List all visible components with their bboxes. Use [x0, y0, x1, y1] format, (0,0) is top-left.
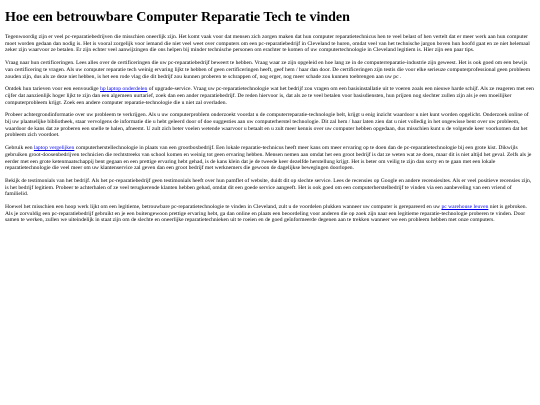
- paragraph: [5, 178, 535, 198]
- paragraph: [5, 145, 535, 172]
- paragraph: [5, 34, 535, 54]
- inline-link[interactable]: hp laptop onderdelen: [100, 86, 148, 93]
- paragraph-text: Probeer achtergrondinformatie over uw probleem te verkrijgen. Als u uw computerproblem onderzoekt voordat u de computerreparatie-technologie belt, krijgt u enig inzicht waardoor u niet kunt worden opgelicht. Onderzoek online of bij uw plaatselijke bibliotheek, staar vervolgens de informatie die u hebt geleerd door of doe suggesties aan uw computerherstel technologie. Dit zal hem / haar laten zien dat u niet volledig in het ongewisse bent over uw probleem, waardoor de kans dat ze proberen een snelle te halen, afneemt. U zult zich beter voelen wetende waarvoor u betaalt en u zult meer kennis over uw computer hebben opgedaan, dus misschien kunt u de volgende keer voorkomen dat het probleem zich voordoet.: [5, 112, 529, 139]
- inline-link[interactable]: pc warehouse leuven: [441, 204, 489, 211]
- page-title: Hoe een betrouwbare Computer Reparatie Tech te vinden: [5, 10, 350, 25]
- paragraph: [5, 112, 535, 139]
- paragraph: [5, 204, 535, 224]
- paragraph: [5, 86, 535, 106]
- paragraph-text: Tegenwoordig zijn er veel pc-reparatiebedrijven die misschien oneerlijk zijn. Het komt vaak voor dat mensen zich zorgen maken dat hun computer reparatietechnicus hen te veel belast of hen vertelt dat er meer werk aan hun computer moet worden gedaan dan nodig is. Het is vooral zorgelijk voor iemand die niet veel weet over computers om een pc-reparatiebedrijf in Cleveland te huren, omdat veel van het technische jargon boven hun hoofd gaat en ze niet helemaal zeker zijn waarvoor ze betalen. Er zijn echter veel aanwijzingen die ons helpen bij minder technische personen om erachter te komen of uw computertechnologie in Cleveland legitiem is. Hier zijn een paar tips.: [5, 34, 530, 54]
- paragraph-text: computerherstellechnologie in plaats van een grootboxbedrijf. Een lokale reparatie-technicus heeft meer kans om meer ervaring op te doen dan de pc-reparatietechnologie bij een grote kist. Dikwijls gebruiken groot-doosenbedrijven technicien die rechtstreeks van school komen en weinig tot geen ervaring hebben. Mensen nemen aan omdat het een groot bedrijf is dat ze weten wat ze doen, maar dit is niet altijd het geval. Zelfs als je eerder met een grote ketenmaatschappij bent gegaan en een prettige ervaring hebt gehad, is de kans klein dat je de tweede keer dezelfde herstellung krijgt. Het is beter om veilig te zijn dan sorry en te gaan met een lokale reparatietechnologie die veel meer om uw klantenservice zal geven dan een groot bedrijf met werknemers die gewoon de dagelijkse bewegingen doorlopen.: [5, 145, 532, 172]
- paragraph-text: niet is gebroken. Als je zorvuldig een pc-reparatiebedrijf gebruikt en je een buitengewoon prettige ervaring hebt, ga dan online en plaats een beoordeling voor anderen die op zoek zijn naar een legitieme reparatie-technologie proberen te vinden. Door samen te werken, zullen we uiteindelijk in staat zijn om de slechte en oneerlijke reparatietechnieken uit te roeien en de goed geïnformeerde degenen aan te trekken wanneer we een probleem hebben met onze computers.: [5, 204, 527, 224]
- paragraph-text: Ontdek hun tarieven voor een eenvoudige: [5, 86, 101, 93]
- paragraph-text: of upgrade-service. Vraag uw pc-reparatietechnologie wat het bedrijf zou vragen om een basisinstallatie uit te voeren zoals een nieuwe harde schijf. Als ze reageren met een cijfer dat aanzienlijk hoger lijkt te zijn dan een algemeen uurtarief, zoek dan een ander reparatiebedrijf. De reden hiervoor is, dat als ze te veel betalen voor basisdiensten, hun prijzen nog slechter zullen zijn als je een moeilijker computerprobleem krijgt. Zoek een andere computer reparatie-technologie die u niet zal overladen.: [5, 86, 534, 106]
- article-body: [5, 34, 535, 224]
- inline-link[interactable]: laptop vergelijken: [33, 145, 75, 152]
- paragraph-text: Hoewel het misschien een hoop werk lijkt om een legitieme, betrouwbare pc-reparatietechnologie te vinden in Cleveland, zult u de voordelen plukken wanneer uw computer is gerepareerd en uw: [5, 204, 442, 211]
- paragraph-text: Gebruik een: [5, 145, 34, 152]
- paragraph: [5, 60, 535, 80]
- paragraph-text: Bekijk de testimonials van het bedrijf. Als het pc-reparatiebedrijf geen testimonials heeft over hun pamflet of website, duidt dit op slechte service. Lees de recensies op Google en andere recensiesites. Als er veel positieve recensies zijn, is het bedrijf legitiem. Probeer te achterhalen of ze veel terugkerende klanten hebben gehad, omdat dit een goede service aangeeft. Het is ook goed om een computerherstelbedrijf te vinden via een aanbeveling van een vriend of familielid.: [5, 177, 532, 198]
- paragraph-text: Vraag naar hun certificeringen. Lees alles over de certificeringen die uw pc-reparatiebedrijf beweert te hebben. Vraag waar ze zijn opgeleid en hoe lang ze in de computerreparatie-industrie zijn geweest. Het is ook goed om een bewijs van certificering te vragen. Als uw computer reparatie tech weinig ervaring lijkt te hebben of geen certificeringen heeft, geef hem / haar dan door. De certificeringen zijn testis die voor elke serieuze computerprofessional geen probleem zouden zijn, dus als ze deze niet hebben, is het een rode vlag die dit bedrijf zou kunnen proberen te schrappen of, nog erger, nog meer schade zou kunnen toebrengen aan uw pc .: [5, 60, 531, 80]
